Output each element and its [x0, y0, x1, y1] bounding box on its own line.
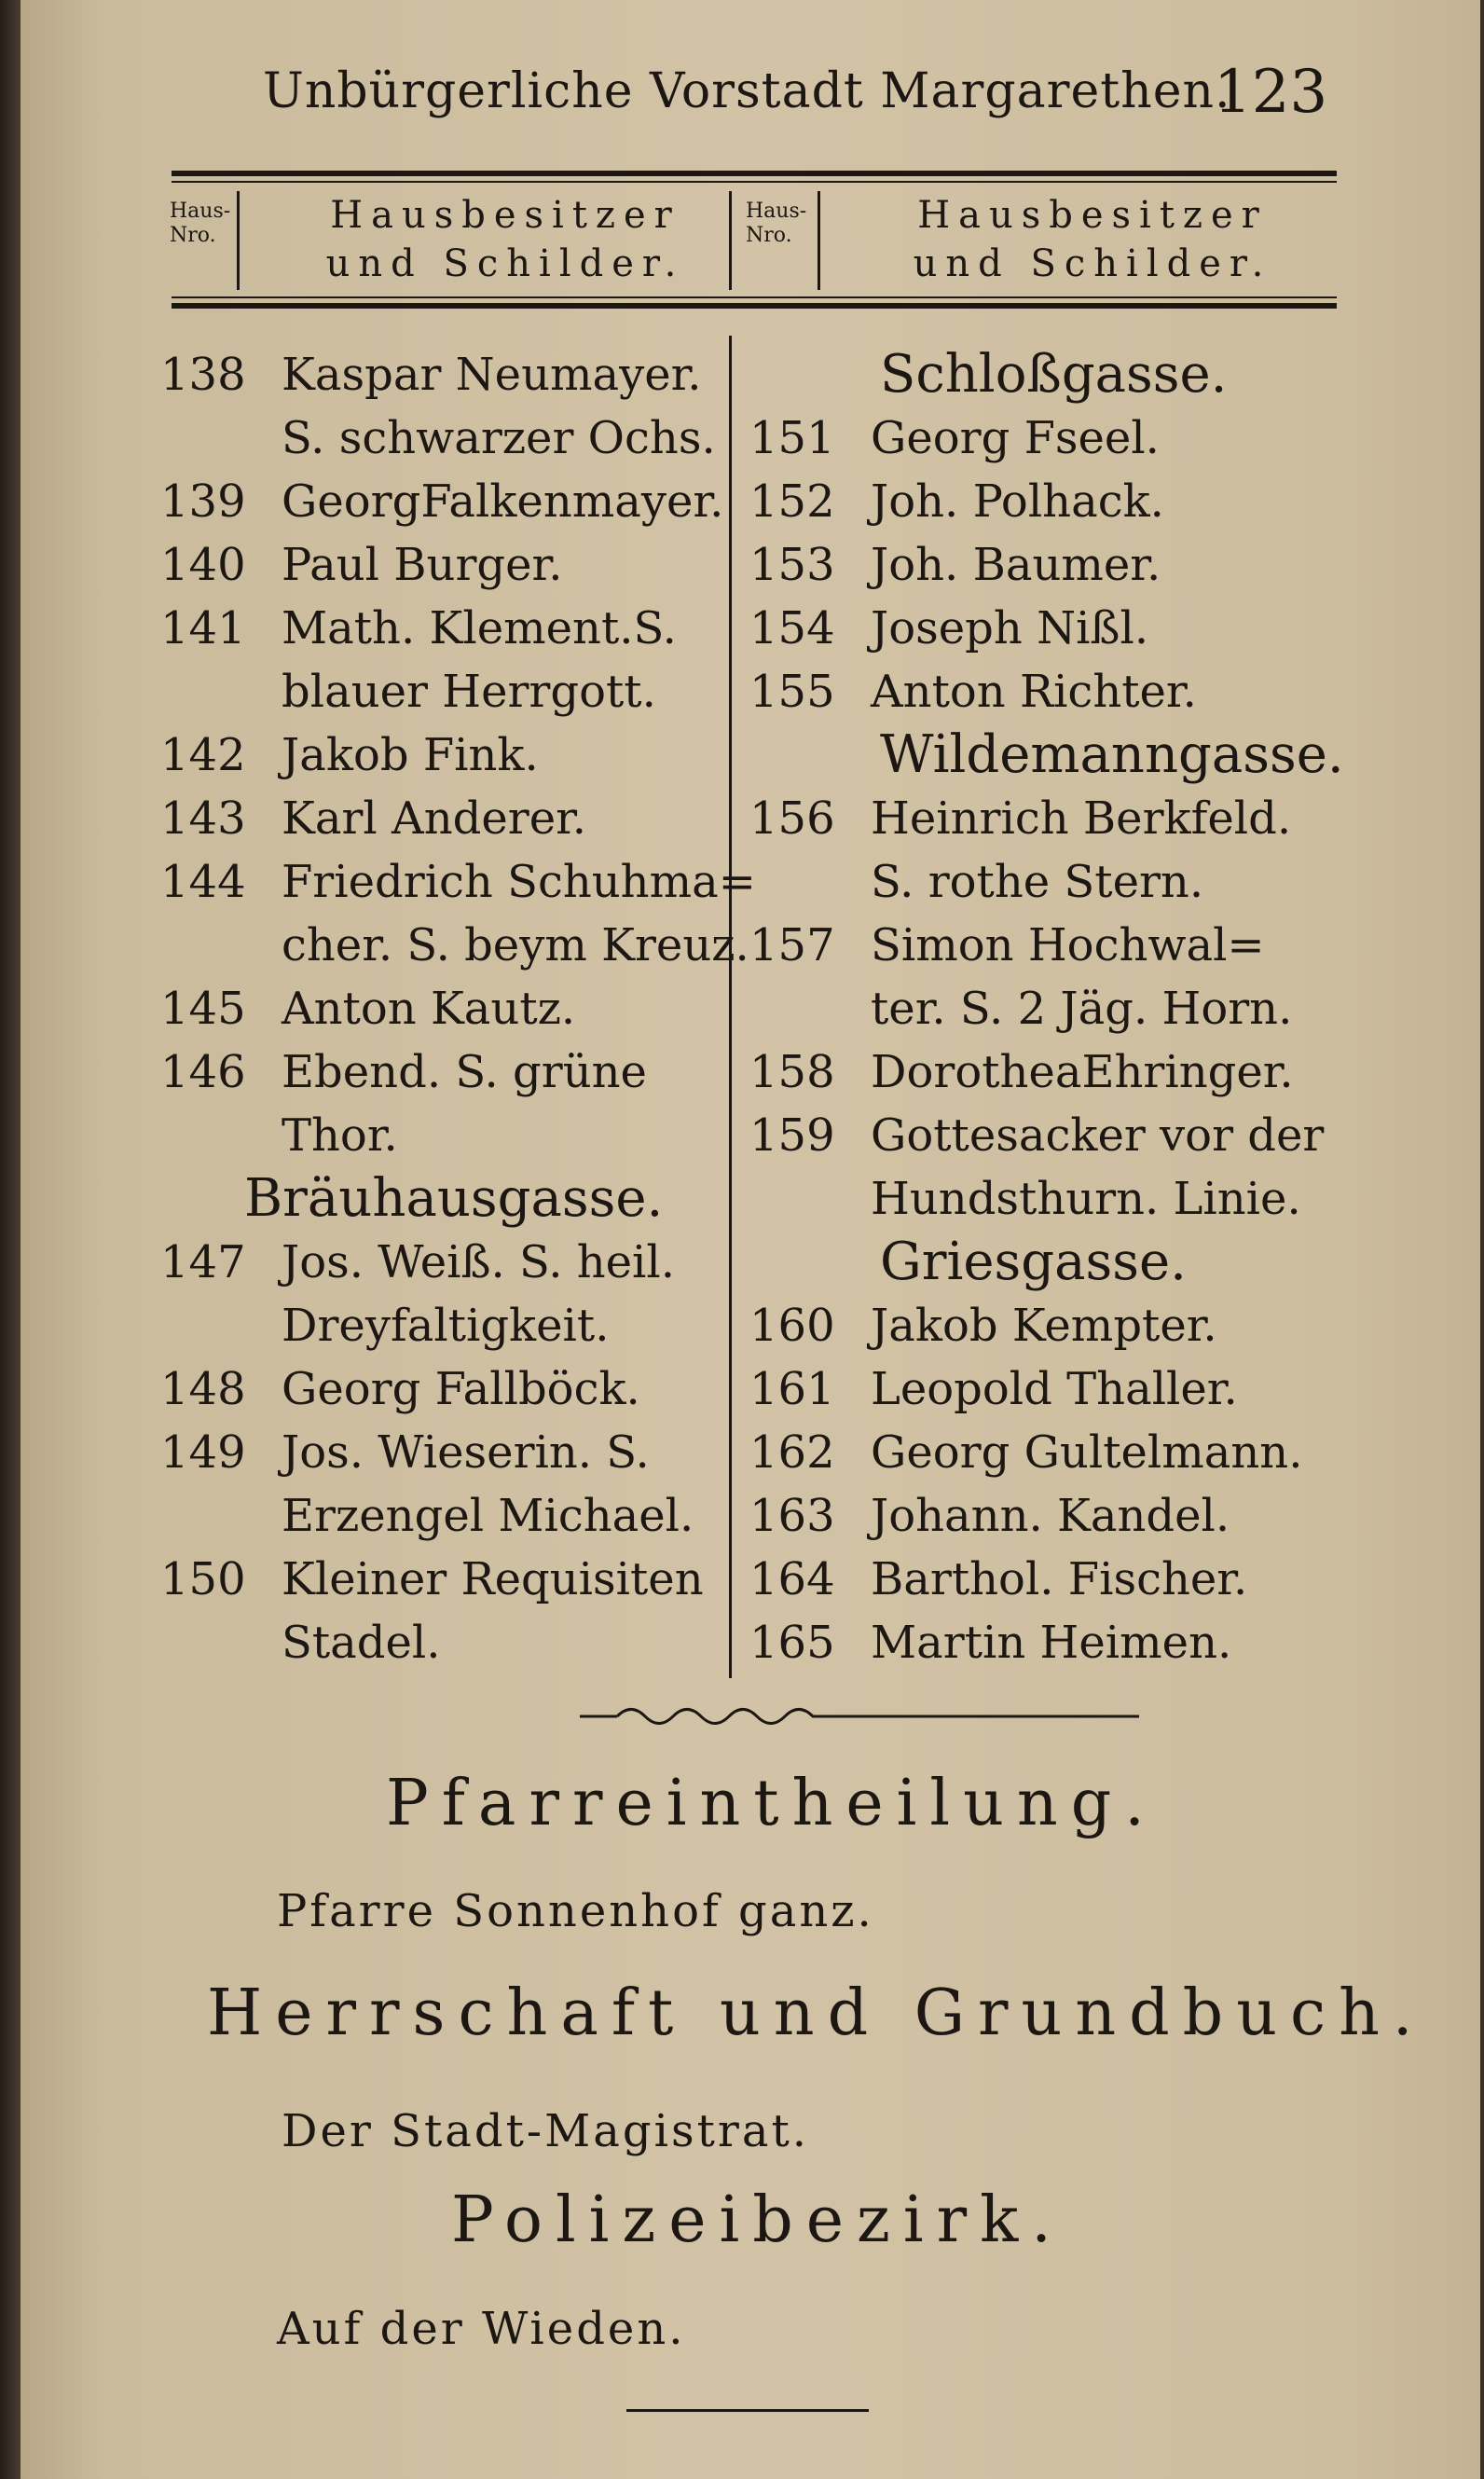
left-entry-row [160, 597, 720, 660]
left-entry-row [160, 1611, 720, 1674]
left-entry-row [160, 1421, 720, 1484]
right-nr-header: Haus- Nro. [746, 200, 807, 247]
right-street-name: Wildemanngasse. [880, 724, 1344, 785]
left-house-number: 148 [160, 1363, 246, 1415]
left-column [160, 343, 756, 1674]
right-house-number: 161 [749, 1363, 835, 1415]
right-street-heading [749, 343, 1346, 406]
right-owner-text: ter. S. 2 Jäg. Horn. [871, 983, 1293, 1035]
left-owner-text: Kleiner Requisiten [282, 1553, 704, 1605]
right-entry-row [749, 850, 1346, 914]
police-district-text: Auf der Wieden. [277, 2303, 686, 2355]
right-column [749, 343, 1346, 1674]
left-entry-row [160, 1040, 720, 1104]
left-owner-text: Jakob Fink. [282, 729, 539, 781]
right-entry-row [749, 977, 1346, 1040]
left-entry-row [160, 660, 720, 723]
left-owner-header-line2: und Schilder. [325, 242, 685, 285]
parish-heading: Pfarreintheilung. [386, 1767, 1158, 1840]
right-house-number: 154 [749, 602, 835, 654]
right-street-heading [749, 1231, 1346, 1294]
right-owner-text: Barthol. Fischer. [871, 1553, 1248, 1605]
right-entry-row [749, 1357, 1346, 1421]
left-house-number: 145 [160, 983, 246, 1035]
right-house-number: 159 [749, 1109, 835, 1162]
left-entry-row [160, 787, 720, 850]
left-nr-header: Haus- Nro. [170, 200, 231, 247]
left-owner-text: Jos. Wieserin. S. [282, 1426, 650, 1479]
left-house-number: 141 [160, 602, 246, 654]
bottom-rule [626, 2409, 869, 2412]
right-owner-text: Joh. Polhack. [871, 475, 1164, 528]
left-house-number: 142 [160, 729, 246, 781]
right-entry-row [749, 1611, 1346, 1674]
header-rule-top [172, 171, 1337, 176]
parish-text: Pfarre Sonnenhof ganz. [277, 1885, 874, 1937]
right-entry-row [749, 1484, 1346, 1548]
left-owner-text: Math. Klement.S. [282, 602, 677, 654]
police-district-heading: Polizeibezirk. [451, 2183, 1065, 2257]
header-rule-bottom-thick [172, 303, 1337, 309]
right-house-number: 160 [749, 1300, 835, 1352]
lordship-text: Der Stadt-Magistrat. [282, 2105, 809, 2157]
left-owner-text: Karl Anderer. [282, 792, 587, 845]
right-house-number: 155 [749, 666, 835, 718]
left-house-number: 146 [160, 1046, 246, 1098]
left-entry-row [160, 914, 749, 977]
header-rule-bottom [172, 296, 1337, 298]
left-entry-row [160, 1104, 720, 1167]
right-entry-row [749, 660, 1346, 723]
page-header [21, 58, 1480, 132]
left-street-name: Bräuhausgasse. [244, 1168, 664, 1229]
left-owner-text: Jos. Weiß. S. heil. [282, 1236, 676, 1288]
left-owner-text: Friedrich Schuhma= [282, 856, 756, 908]
left-house-number: 150 [160, 1553, 246, 1605]
left-entry-row [160, 1231, 720, 1294]
left-owner-text: Ebend. S. grüne [282, 1046, 647, 1098]
right-owner-text: Simon Hochwal= [871, 919, 1265, 971]
right-entry-row [749, 1421, 1346, 1484]
right-house-number: 165 [749, 1617, 835, 1669]
page-number: 123 [1214, 58, 1328, 127]
left-owner-header [282, 191, 729, 288]
right-house-number: 152 [749, 475, 835, 528]
right-owner-text: Hundsthurn. Linie. [871, 1173, 1301, 1225]
left-entry-row [160, 470, 724, 533]
left-entry-row [160, 406, 720, 470]
right-owner-header-line1: Hausbesitzer [917, 194, 1268, 237]
left-entry-row [160, 1548, 720, 1611]
right-house-number: 162 [749, 1426, 835, 1479]
left-entry-row [160, 977, 720, 1040]
left-entry-row [160, 723, 720, 787]
right-owner-header [850, 191, 1335, 288]
left-owner-text: S. schwarzer Ochs. [282, 412, 716, 464]
right-street-name: Schloßgasse. [880, 344, 1228, 405]
right-owner-text: Jakob Kempter. [871, 1300, 1217, 1352]
left-house-number: 139 [160, 475, 246, 528]
left-owner-text: blauer Herrgott. [282, 666, 656, 718]
right-owner-text: Gottesacker vor der [871, 1109, 1325, 1162]
right-header-divider [818, 191, 820, 290]
left-owner-text: Stadel. [282, 1617, 441, 1669]
column-divider [729, 336, 732, 1678]
left-house-number: 140 [160, 539, 246, 591]
right-house-number: 157 [749, 919, 835, 971]
right-owner-text: Georg Fseel. [871, 412, 1160, 464]
right-entry-row [749, 406, 1346, 470]
right-house-number: 163 [749, 1490, 835, 1542]
left-header-divider [237, 191, 240, 290]
right-entry-row [749, 1548, 1346, 1611]
book-spine-edge [0, 0, 21, 2479]
right-owner-text: Anton Richter. [871, 666, 1197, 718]
left-house-number: 149 [160, 1426, 246, 1479]
left-owner-text: Anton Kautz. [282, 983, 576, 1035]
right-entry-row [749, 597, 1346, 660]
left-owner-text: Dreyfaltigkeit. [282, 1300, 610, 1352]
left-owner-text: Paul Burger. [282, 539, 563, 591]
right-owner-text: Georg Gultelmann. [871, 1426, 1303, 1479]
right-entry-row [749, 1104, 1346, 1167]
left-owner-text: Kaspar Neumayer. [282, 349, 702, 401]
right-owner-text: Leopold Thaller. [871, 1363, 1238, 1415]
left-entry-row [160, 533, 720, 597]
right-owner-text: DorotheaEhringer. [871, 1046, 1294, 1098]
left-house-number: 138 [160, 349, 246, 401]
right-street-name: Griesgasse. [880, 1232, 1187, 1292]
center-header-divider [729, 191, 732, 290]
right-entry-row [749, 787, 1346, 850]
right-entry-row [749, 1040, 1346, 1104]
lordship-heading: Herrschaft und Grundbuch. [207, 1976, 1426, 2050]
header-rule-top-thin [172, 181, 1337, 183]
right-entry-row [749, 1294, 1346, 1357]
book-page [21, 0, 1480, 2479]
right-owner-text: Joh. Baumer. [871, 539, 1161, 591]
right-entry-row [749, 914, 1346, 977]
decorative-separator [580, 1702, 1139, 1730]
right-entry-row [749, 533, 1346, 597]
right-house-number: 156 [749, 792, 835, 845]
right-owner-text: Johann. Kandel. [871, 1490, 1230, 1542]
left-owner-text: Thor. [282, 1109, 398, 1162]
left-street-heading [160, 1167, 720, 1231]
left-owner-text: GeorgFalkenmayer. [282, 475, 724, 528]
left-entry-row [160, 343, 720, 406]
running-title: Unbürgerliche Vorstadt Margarethen. [263, 63, 1231, 119]
right-house-number: 153 [749, 539, 835, 591]
left-house-number: 147 [160, 1236, 246, 1288]
left-owner-text: Georg Fallböck. [282, 1363, 640, 1415]
left-entry-row [160, 1357, 720, 1421]
left-owner-header-line1: Hausbesitzer [330, 194, 680, 237]
right-owner-text: Heinrich Berkfeld. [871, 792, 1292, 845]
right-owner-text: Martin Heimen. [871, 1617, 1232, 1669]
right-entry-row [749, 470, 1346, 533]
right-owner-text: S. rothe Stern. [871, 856, 1204, 908]
right-owner-text: Joseph Nißl. [871, 602, 1149, 654]
left-owner-text: cher. S. beym Kreuz. [282, 919, 749, 971]
right-street-heading [749, 723, 1346, 787]
right-owner-header-line2: und Schilder. [913, 242, 1272, 285]
right-house-number: 151 [749, 412, 835, 464]
right-house-number: 158 [749, 1046, 835, 1098]
left-house-number: 144 [160, 856, 246, 908]
left-entry-row [160, 1484, 720, 1548]
right-entry-row [749, 1167, 1346, 1231]
left-entry-row [160, 850, 756, 914]
left-house-number: 143 [160, 792, 246, 845]
left-owner-text: Erzengel Michael. [282, 1490, 694, 1542]
left-entry-row [160, 1294, 720, 1357]
right-house-number: 164 [749, 1553, 835, 1605]
